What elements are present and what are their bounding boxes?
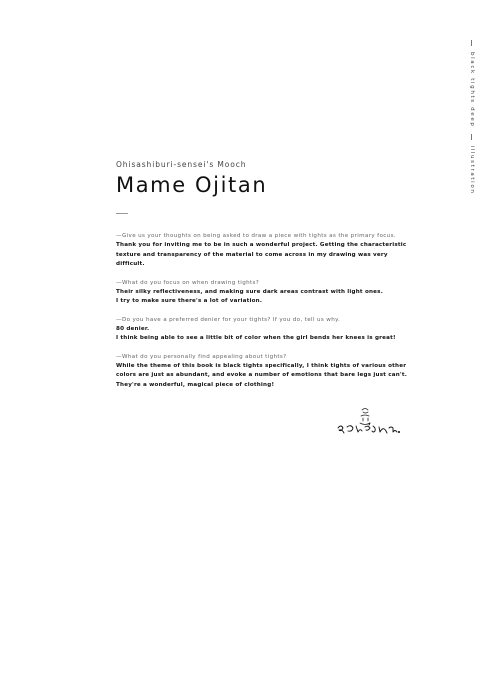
interview-question: —What do you focus on when drawing tights? bbox=[116, 279, 260, 286]
interview-answer-line: While the theme of this book is black tights specifically, I think tights of various other bbox=[116, 362, 407, 369]
side-nav-separator-top bbox=[472, 40, 473, 46]
interview-item bbox=[116, 353, 416, 391]
artist-subtitle: Ohisashiburi-sensei's Mooch bbox=[116, 160, 247, 169]
interview-question: —Do you have a preferred denier for your tights? If you do, tell us why. bbox=[116, 316, 341, 323]
interview-answer-line: I think being able to see a little bit of color when the girl bends her knees is great! bbox=[116, 335, 396, 341]
interview-item bbox=[116, 316, 416, 344]
side-nav-text bbox=[469, 40, 475, 195]
interview-section bbox=[116, 232, 416, 399]
signature-doodle bbox=[360, 409, 370, 425]
interview-item bbox=[116, 279, 416, 307]
interview-question: —What do you personally find appealing about tights? bbox=[116, 353, 287, 360]
interview-answer-line: 80 denier. bbox=[116, 325, 150, 332]
header-rule bbox=[116, 213, 128, 214]
signature-script bbox=[338, 423, 400, 433]
artist-signature bbox=[333, 406, 403, 440]
side-nav-label-section: illustration bbox=[469, 145, 475, 195]
interview-question: —Give us your thoughts on being asked to draw a piece with tights as the primary focus. bbox=[116, 233, 396, 239]
interview-answer-line: texture and transparency of the material to come across in my drawing was very difficult. bbox=[116, 251, 388, 267]
interview-answer-line: I try to make sure there's a lot of variation. bbox=[116, 298, 263, 304]
side-nav-label-book: black tights deep bbox=[469, 52, 475, 128]
interview-answer-line: They're a wonderful, magical piece of clothing! bbox=[116, 381, 275, 388]
side-nav-separator-mid bbox=[472, 134, 473, 140]
artist-name-title: Mame Ojitan bbox=[116, 173, 268, 197]
interview-item bbox=[116, 232, 416, 270]
interview-answer-line: colors are just as abundant, and evoke a number of emotions that bare legs just can't. bbox=[116, 372, 408, 378]
side-navigation bbox=[463, 40, 479, 210]
interview-answer-line: Thank you for inviting me to be in such a wonderful project. Getting the characteristic bbox=[116, 242, 407, 248]
interview-answer-line: Their silky reflectiveness, and making sure dark areas contrast with light ones. bbox=[116, 288, 384, 295]
article-header bbox=[116, 160, 267, 197]
